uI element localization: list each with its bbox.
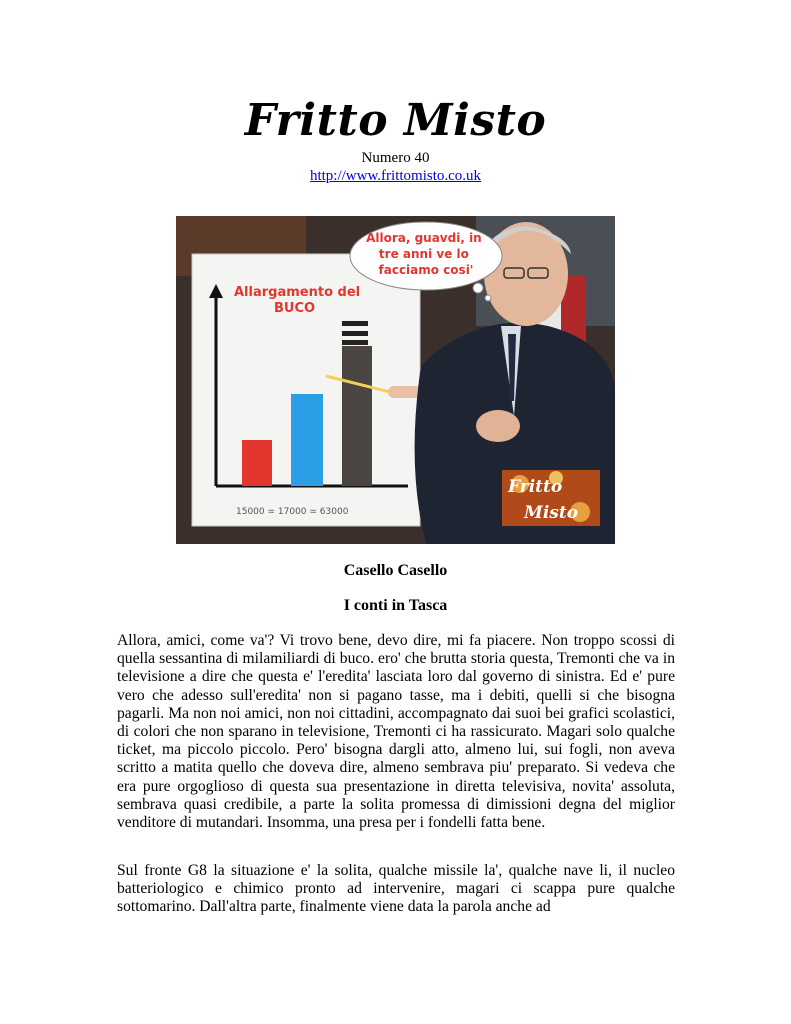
bar-red — [242, 440, 272, 486]
speech-line2: tre anni ve lo — [378, 247, 469, 261]
bar-blue — [291, 394, 323, 486]
cover-photo — [176, 216, 615, 544]
masthead — [0, 94, 791, 185]
article-paragraph: Allora, amici, come va'? Vi trovo bene, devo dire, mi fa piacere. Non troppo scossi di quella sessantina di milamiliardi di buco. ero' che brutta storia questa, Tremonti che va in televisione a dire che questa e' l'eredita' lasciata loro dal governo di sinistra. Ed e' pure vero che adesso sull'eredita' non si pagano tasse, ma i debiti, quelli si che bisogna pagarli. Ma non noi amici, non noi cittadini, accompagnato dai suoi bei grafici scolastici, di colori che non sparano in televisione, Tremonti ci ha rassicurato. Magari solo qualche ticket, ma piccolo piccolo. Pero' bisogna dargli atto, almeno lui, sui fogli, non aveva scritto a matita quello che doveva dire, almeno sembrava piu' preparato. Si vedeva che era pure orgoglioso di questa sua presentazione in diretta televisiva, novita' assoluta, sembrava quasi credibile, a parte la solita promessa di dimissioni degna del miglior venditore di mutandari. Insomma, una presa per i fondelli fatta bene. — [117, 632, 675, 832]
fritto-misto-logo — [502, 470, 600, 526]
logo-line2: Misto — [524, 503, 579, 523]
article-headline: I conti in Tasca — [343, 597, 448, 614]
logo-line1: Fritto — [508, 477, 563, 497]
board-title-line1: Allargamento del — [234, 285, 361, 300]
publication-title: Fritto Misto — [244, 95, 547, 146]
website-link[interactable]: http://www.frittomisto.co.uk — [309, 168, 482, 184]
svg-text:Allora, guavdi, in tre — [366, 231, 486, 277]
bar-dark — [342, 346, 372, 486]
article-paragraph: Sul fronte G8 la situazione e' la solita, qualche missile la', qualche nave li, il nucleo batteriologico e chimico pronto ad intervenire, magari ci scappa pure qualche sottomarino. Dall'altra parte, finalmente viene data la parola anche ad — [117, 862, 675, 916]
board-figures: 15000 = 17000 = 63000 — [236, 507, 349, 517]
issue-number: Numero 40 — [361, 150, 430, 166]
speech-line1: Allora, guavdi, in — [366, 231, 482, 245]
board-title-line2: BUCO — [274, 301, 316, 316]
article-byline: Casello Casello — [343, 562, 448, 579]
speech-line3: facciamo cosi' — [378, 263, 474, 277]
